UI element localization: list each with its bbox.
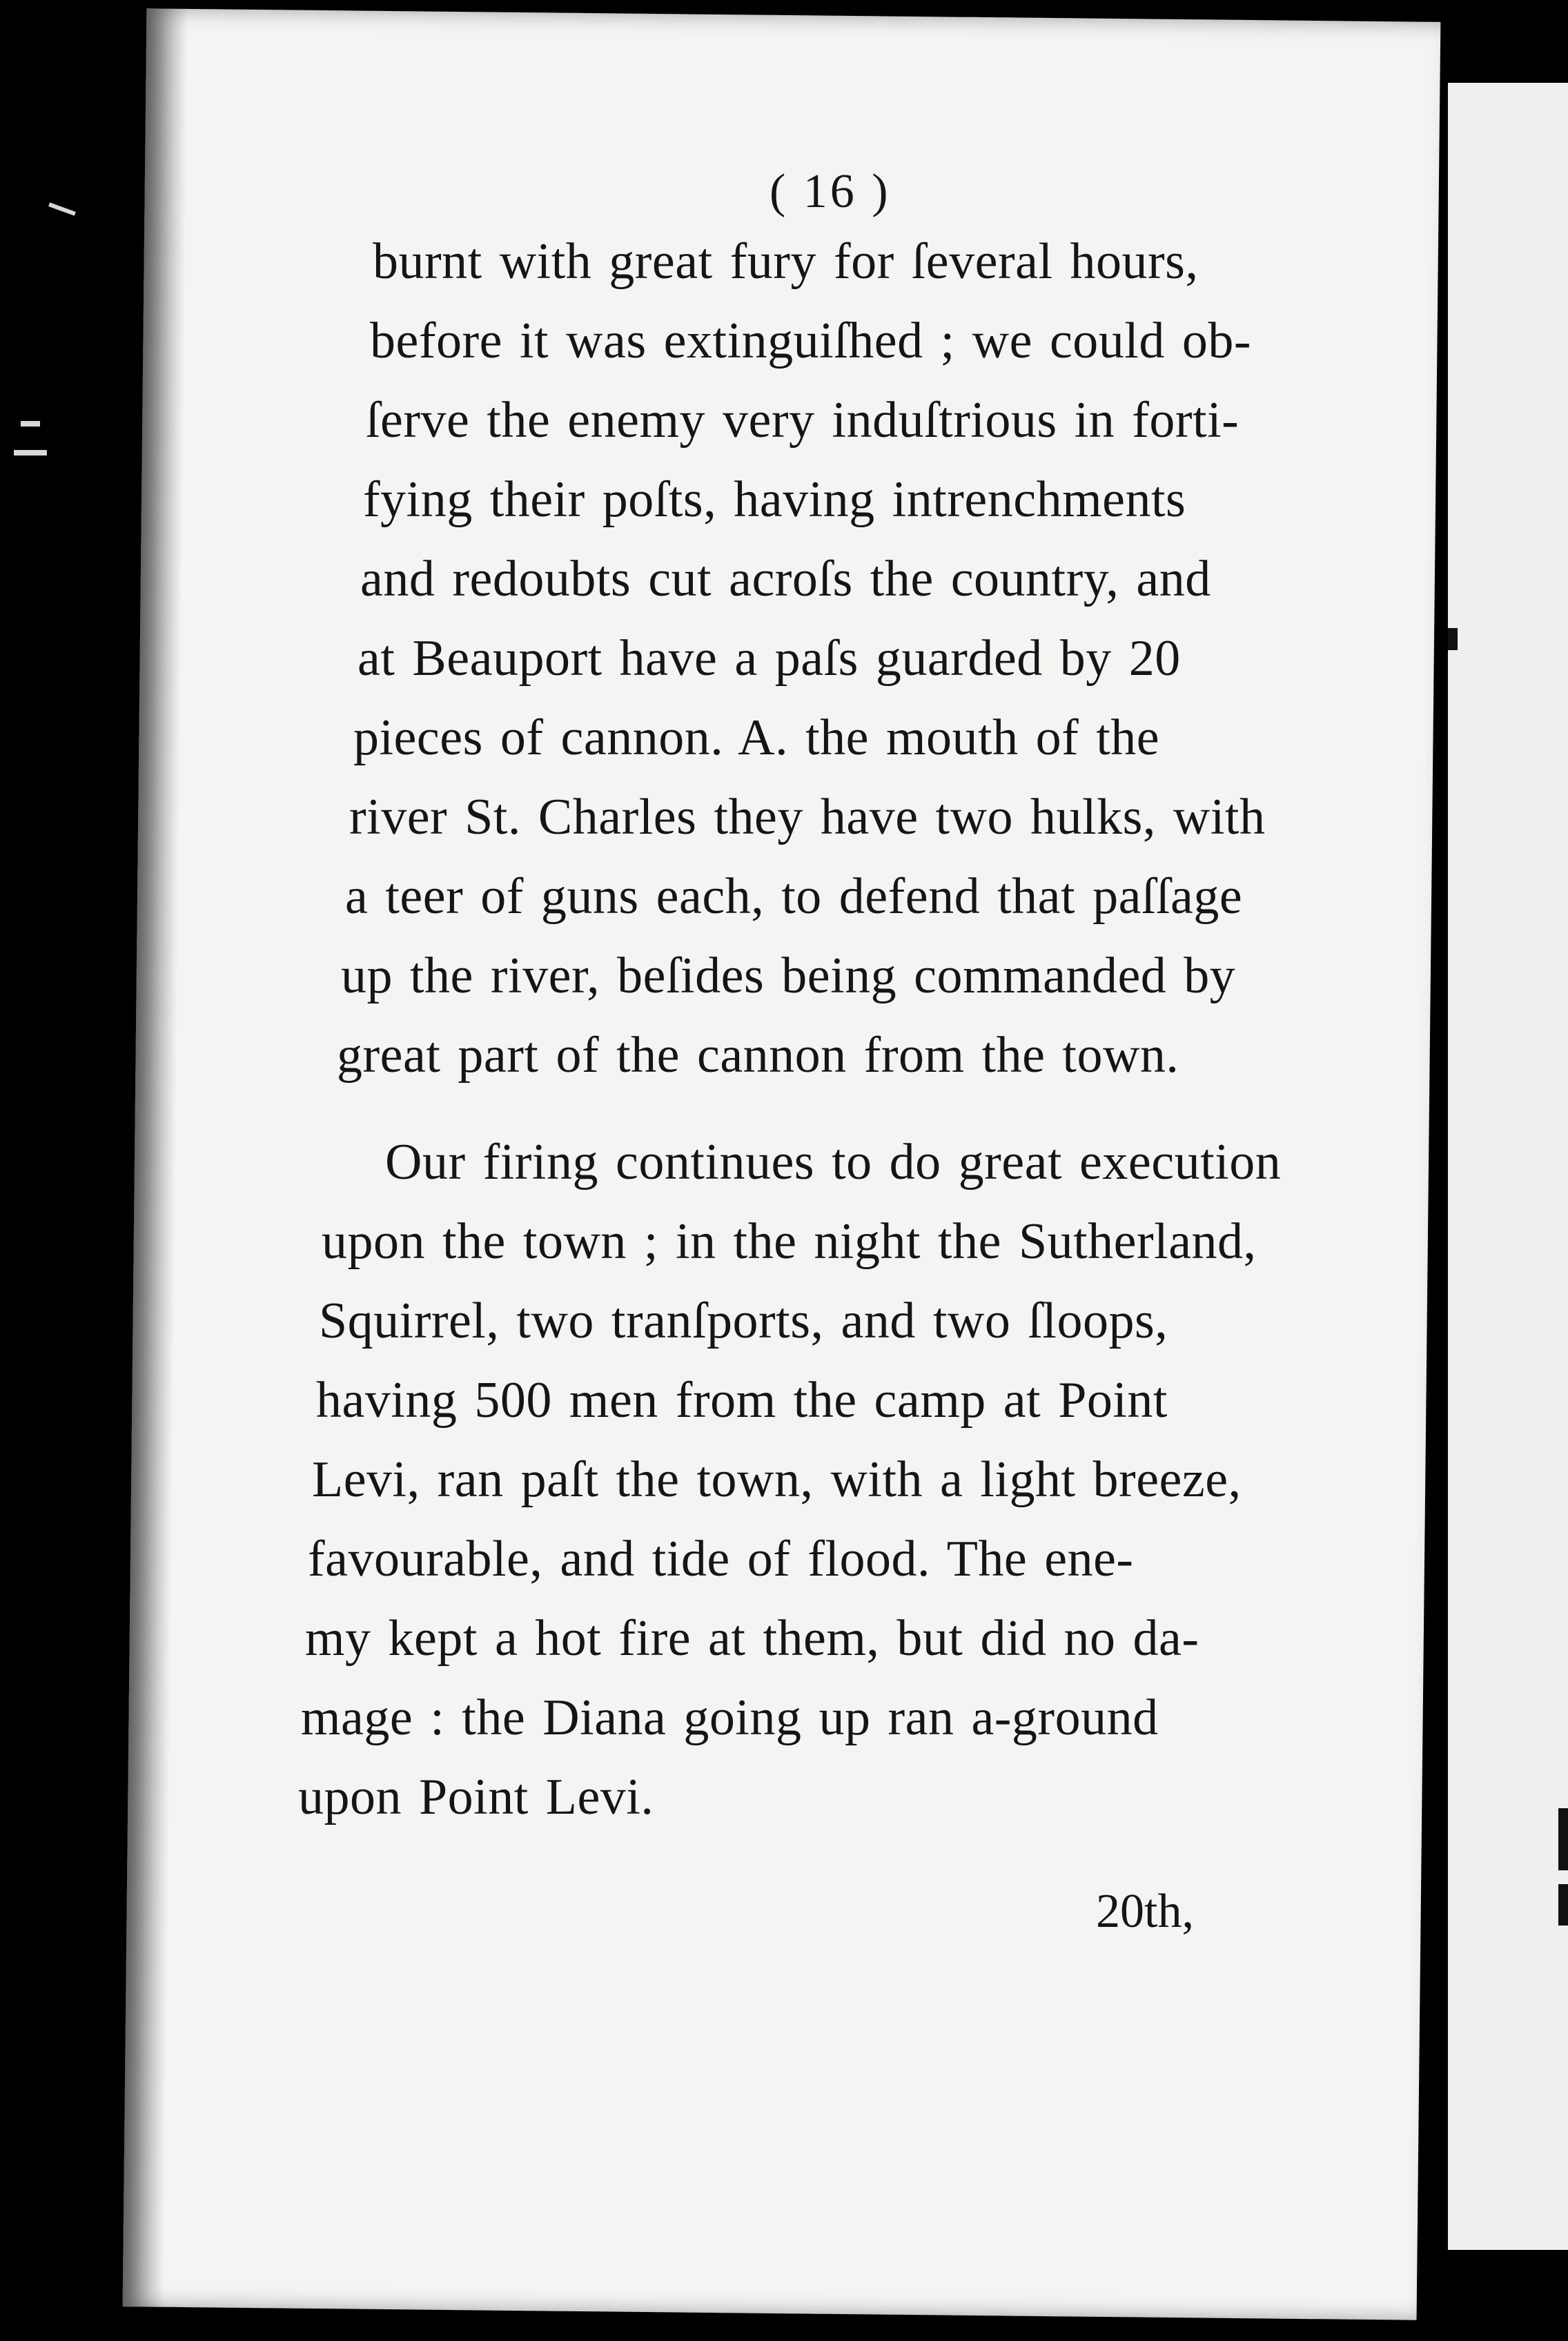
left-margin-mark bbox=[21, 421, 40, 427]
text-line: mage : the Diana going up ran a-ground bbox=[301, 1689, 1159, 1746]
text-line: a teer of guns each, to defend that paſſage bbox=[345, 868, 1243, 925]
text-line: burnt with great fury for ſeveral hours, bbox=[373, 233, 1199, 290]
text-line: river St. Charles they have two hulks, with bbox=[349, 789, 1266, 845]
binding-shadow bbox=[123, 8, 188, 2306]
text-line: ſerve the enemy very induſtrious in forti- bbox=[366, 392, 1239, 449]
facing-page-edge bbox=[1448, 83, 1568, 2250]
text-line: before it was extinguiſhed ; we could ob- bbox=[370, 313, 1251, 369]
text-line: at Beauport have a paſs guarded by 20 bbox=[357, 630, 1181, 687]
text-line: fying their poſts, having intrenchments bbox=[363, 471, 1186, 528]
left-margin-mark bbox=[14, 450, 47, 456]
page-number: ( 16 ) bbox=[770, 165, 891, 218]
text-line: Squirrel, two tranſports, and two ſloops, bbox=[319, 1293, 1168, 1349]
text-line: up the river, beſides being commanded by bbox=[341, 948, 1236, 1004]
facing-page-ink-mark bbox=[1448, 628, 1458, 650]
text-line: having 500 men from the camp at Point bbox=[316, 1372, 1168, 1429]
text-line: upon Point Levi. bbox=[298, 1769, 654, 1825]
facing-page-ink-mark bbox=[1558, 1808, 1568, 1870]
text-line: great part of the cannon from the town. bbox=[337, 1027, 1179, 1084]
text-line: Levi, ran paſt the town, with a light breeze, bbox=[312, 1451, 1242, 1508]
text-line: my kept a hot fire at them, but did no da- bbox=[305, 1610, 1199, 1667]
facing-page-ink-mark bbox=[1558, 1884, 1568, 1926]
text-line: upon the town ; in the night the Sutherland, bbox=[322, 1213, 1257, 1270]
catchword: 20th, bbox=[1096, 1885, 1194, 1938]
text-line: favourable, and tide of flood. The ene- bbox=[308, 1531, 1134, 1587]
text-line: and redoubts cut acroſs the country, and bbox=[360, 551, 1211, 607]
left-margin-mark bbox=[48, 202, 76, 215]
text-line: pieces of cannon. A. the mouth of the bbox=[353, 709, 1160, 766]
text-line: Our firing continues to do great execution bbox=[385, 1134, 1282, 1191]
